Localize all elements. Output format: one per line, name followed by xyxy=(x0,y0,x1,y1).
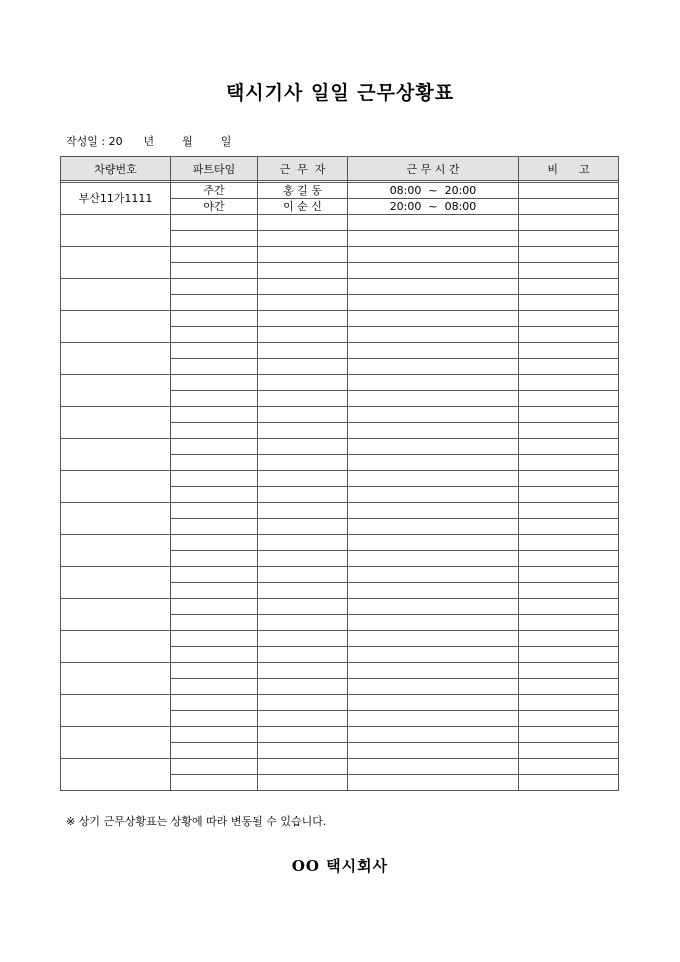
vehicle-number-cell[interactable] xyxy=(61,535,171,567)
worker-cell[interactable] xyxy=(258,711,348,727)
remarks-cell[interactable] xyxy=(519,487,619,503)
work-hours-cell[interactable] xyxy=(348,775,519,791)
part-time-cell[interactable] xyxy=(171,663,258,679)
work-hours-cell[interactable] xyxy=(348,375,519,391)
vehicle-number-cell[interactable] xyxy=(61,727,171,759)
part-time-cell[interactable] xyxy=(171,247,258,263)
work-hours-cell[interactable] xyxy=(348,439,519,455)
worker-cell[interactable] xyxy=(258,535,348,551)
work-hours-cell[interactable] xyxy=(348,487,519,503)
vehicle-number-cell[interactable] xyxy=(61,759,171,791)
worker-cell[interactable] xyxy=(258,391,348,407)
part-time-cell[interactable] xyxy=(171,231,258,247)
worker-cell[interactable] xyxy=(258,567,348,583)
remarks-cell[interactable] xyxy=(519,567,619,583)
vehicle-number-cell[interactable] xyxy=(61,631,171,663)
document-title: 택시기사 일일 근무상황표 xyxy=(225,82,455,104)
part-time-cell[interactable] xyxy=(171,631,258,647)
worker-cell[interactable] xyxy=(258,695,348,711)
date-line: 작성일 : 20 년 월 일 xyxy=(66,135,232,148)
work-hours-cell[interactable]: 20:00 ~ 08:00 xyxy=(348,199,519,215)
remarks-cell[interactable] xyxy=(519,551,619,567)
work-hours-cell[interactable] xyxy=(348,231,519,247)
work-hours-cell[interactable] xyxy=(348,711,519,727)
worker-cell[interactable] xyxy=(258,215,348,231)
work-hours-cell[interactable] xyxy=(348,551,519,567)
part-time-cell[interactable] xyxy=(171,583,258,599)
work-hours-cell[interactable] xyxy=(348,727,519,743)
part-time-cell[interactable] xyxy=(171,727,258,743)
work-hours-cell[interactable] xyxy=(348,503,519,519)
remarks-cell[interactable] xyxy=(519,471,619,487)
remarks-cell[interactable] xyxy=(519,407,619,423)
part-time-cell[interactable] xyxy=(171,743,258,759)
remarks-cell[interactable] xyxy=(519,247,619,263)
part-time-cell[interactable] xyxy=(171,535,258,551)
remarks-cell[interactable] xyxy=(519,615,619,631)
worker-cell[interactable] xyxy=(258,455,348,471)
remarks-cell[interactable] xyxy=(519,343,619,359)
work-status-table xyxy=(60,156,619,791)
vehicle-number-cell[interactable] xyxy=(61,375,171,407)
worker-cell[interactable] xyxy=(258,247,348,263)
part-time-cell[interactable] xyxy=(171,343,258,359)
part-time-cell[interactable] xyxy=(171,279,258,295)
worker-cell[interactable] xyxy=(258,743,348,759)
work-hours-cell[interactable] xyxy=(348,423,519,439)
header-vehicle-number: 차량번호 xyxy=(61,157,171,181)
worker-cell[interactable] xyxy=(258,775,348,791)
worker-cell[interactable] xyxy=(258,263,348,279)
worker-cell[interactable] xyxy=(258,519,348,535)
worker-cell[interactable] xyxy=(258,759,348,775)
worker-cell[interactable] xyxy=(258,439,348,455)
worker-cell[interactable] xyxy=(258,679,348,695)
vehicle-number-cell[interactable] xyxy=(61,407,171,439)
part-time-cell[interactable] xyxy=(171,311,258,327)
worker-cell[interactable] xyxy=(258,663,348,679)
remarks-cell[interactable] xyxy=(519,183,619,199)
vehicle-number-cell[interactable] xyxy=(61,695,171,727)
table-row xyxy=(61,631,619,647)
part-time-cell[interactable] xyxy=(171,407,258,423)
table-row xyxy=(61,599,619,615)
part-time-cell[interactable] xyxy=(171,775,258,791)
vehicle-number-cell[interactable] xyxy=(61,663,171,695)
remarks-cell[interactable] xyxy=(519,215,619,231)
remarks-cell[interactable] xyxy=(519,599,619,615)
remarks-cell[interactable] xyxy=(519,295,619,311)
vehicle-number-cell[interactable] xyxy=(61,439,171,471)
part-time-cell[interactable] xyxy=(171,519,258,535)
work-hours-cell[interactable] xyxy=(348,311,519,327)
remarks-cell[interactable] xyxy=(519,279,619,295)
table-row xyxy=(61,311,619,327)
header-work-hours: 근 무 시 간 xyxy=(348,157,519,181)
worker-cell[interactable] xyxy=(258,343,348,359)
part-time-cell[interactable] xyxy=(171,359,258,375)
part-time-cell[interactable] xyxy=(171,375,258,391)
worker-cell[interactable]: 홍 길 동 xyxy=(258,183,348,199)
worker-cell[interactable] xyxy=(258,551,348,567)
worker-cell[interactable] xyxy=(258,727,348,743)
worker-cell[interactable] xyxy=(258,487,348,503)
part-time-cell[interactable] xyxy=(171,215,258,231)
work-hours-cell[interactable] xyxy=(348,407,519,423)
header-part-time: 파트타임 xyxy=(171,157,258,181)
remarks-cell[interactable] xyxy=(519,775,619,791)
vehicle-number-cell[interactable] xyxy=(61,215,171,247)
worker-cell[interactable] xyxy=(258,599,348,615)
vehicle-number-cell[interactable] xyxy=(61,503,171,535)
worker-cell[interactable] xyxy=(258,583,348,599)
part-time-cell[interactable] xyxy=(171,295,258,311)
header-worker: 근 무 자 xyxy=(258,157,348,181)
vehicle-number-cell[interactable] xyxy=(61,599,171,631)
remarks-cell[interactable] xyxy=(519,743,619,759)
work-hours-cell[interactable] xyxy=(348,391,519,407)
remarks-cell[interactable] xyxy=(519,439,619,455)
part-time-cell[interactable] xyxy=(171,551,258,567)
part-time-cell[interactable] xyxy=(171,647,258,663)
part-time-cell[interactable] xyxy=(171,599,258,615)
work-hours-cell[interactable] xyxy=(348,743,519,759)
worker-cell[interactable] xyxy=(258,279,348,295)
remarks-cell[interactable] xyxy=(519,647,619,663)
work-hours-cell[interactable] xyxy=(348,759,519,775)
header-remarks: 비 고 xyxy=(519,157,619,181)
footnote: ※ 상기 근무상황표는 상황에 따라 변동될 수 있습니다. xyxy=(66,815,327,828)
remarks-cell[interactable] xyxy=(519,455,619,471)
remarks-cell[interactable] xyxy=(519,327,619,343)
part-time-cell[interactable] xyxy=(171,455,258,471)
table-row xyxy=(61,375,619,391)
worker-cell[interactable] xyxy=(258,359,348,375)
work-hours-cell[interactable] xyxy=(348,695,519,711)
work-hours-cell[interactable] xyxy=(348,343,519,359)
part-time-cell[interactable] xyxy=(171,487,258,503)
worker-cell[interactable] xyxy=(258,647,348,663)
part-time-cell[interactable] xyxy=(171,263,258,279)
part-time-cell[interactable] xyxy=(171,695,258,711)
vehicle-number-cell[interactable] xyxy=(61,567,171,599)
work-hours-cell[interactable] xyxy=(348,471,519,487)
remarks-cell[interactable] xyxy=(519,263,619,279)
remarks-cell[interactable] xyxy=(519,679,619,695)
table-row xyxy=(61,727,619,743)
table-row xyxy=(61,759,619,775)
table-row xyxy=(61,407,619,423)
part-time-cell[interactable] xyxy=(171,759,258,775)
worker-cell[interactable] xyxy=(258,231,348,247)
work-hours-cell[interactable] xyxy=(348,215,519,231)
remarks-cell[interactable] xyxy=(519,631,619,647)
work-hours-cell[interactable]: 08:00 ~ 20:00 xyxy=(348,183,519,199)
worker-cell[interactable] xyxy=(258,471,348,487)
part-time-cell[interactable] xyxy=(171,439,258,455)
table-row xyxy=(61,439,619,455)
part-time-cell[interactable] xyxy=(171,391,258,407)
vehicle-number-cell[interactable] xyxy=(61,311,171,343)
work-hours-cell[interactable] xyxy=(348,327,519,343)
table-row xyxy=(61,663,619,679)
remarks-cell[interactable] xyxy=(519,503,619,519)
part-time-cell[interactable] xyxy=(171,679,258,695)
worker-cell[interactable] xyxy=(258,375,348,391)
work-hours-cell[interactable] xyxy=(348,663,519,679)
work-hours-cell[interactable] xyxy=(348,263,519,279)
work-hours-cell[interactable] xyxy=(348,295,519,311)
part-time-cell[interactable] xyxy=(171,471,258,487)
work-hours-cell[interactable] xyxy=(348,455,519,471)
worker-cell[interactable] xyxy=(258,503,348,519)
remarks-cell[interactable] xyxy=(519,519,619,535)
remarks-cell[interactable] xyxy=(519,759,619,775)
remarks-cell[interactable] xyxy=(519,727,619,743)
remarks-cell[interactable] xyxy=(519,423,619,439)
remarks-cell[interactable] xyxy=(519,695,619,711)
work-hours-cell[interactable] xyxy=(348,535,519,551)
part-time-cell[interactable]: 주간 xyxy=(171,183,258,199)
company-name: OO 택시회사 xyxy=(291,857,389,875)
remarks-cell[interactable] xyxy=(519,535,619,551)
work-hours-cell[interactable] xyxy=(348,631,519,647)
table-row xyxy=(61,535,619,551)
part-time-cell[interactable]: 야간 xyxy=(171,199,258,215)
vehicle-number-cell[interactable]: 부산11가1111 xyxy=(61,183,171,215)
table-row xyxy=(61,247,619,263)
vehicle-number-cell[interactable] xyxy=(61,471,171,503)
work-hours-cell[interactable] xyxy=(348,647,519,663)
remarks-cell[interactable] xyxy=(519,391,619,407)
part-time-cell[interactable] xyxy=(171,567,258,583)
work-hours-cell[interactable] xyxy=(348,519,519,535)
work-hours-cell[interactable] xyxy=(348,247,519,263)
work-hours-cell[interactable] xyxy=(348,679,519,695)
worker-cell[interactable] xyxy=(258,631,348,647)
work-hours-cell[interactable] xyxy=(348,583,519,599)
work-hours-cell[interactable] xyxy=(348,567,519,583)
work-hours-cell[interactable] xyxy=(348,279,519,295)
work-hours-cell[interactable] xyxy=(348,359,519,375)
vehicle-number-cell[interactable] xyxy=(61,247,171,279)
work-hours-cell[interactable] xyxy=(348,615,519,631)
table-row xyxy=(61,343,619,359)
part-time-cell[interactable] xyxy=(171,615,258,631)
remarks-cell[interactable] xyxy=(519,231,619,247)
worker-cell[interactable]: 이 순 신 xyxy=(258,199,348,215)
remarks-cell[interactable] xyxy=(519,663,619,679)
worker-cell[interactable] xyxy=(258,423,348,439)
remarks-cell[interactable] xyxy=(519,711,619,727)
part-time-cell[interactable] xyxy=(171,711,258,727)
table-row xyxy=(61,471,619,487)
table-row xyxy=(61,215,619,231)
part-time-cell[interactable] xyxy=(171,327,258,343)
vehicle-number-cell[interactable] xyxy=(61,279,171,311)
table-row xyxy=(61,279,619,295)
vehicle-number-cell[interactable] xyxy=(61,343,171,375)
part-time-cell[interactable] xyxy=(171,423,258,439)
worker-cell[interactable] xyxy=(258,311,348,327)
work-hours-cell[interactable] xyxy=(348,599,519,615)
remarks-cell[interactable] xyxy=(519,311,619,327)
worker-cell[interactable] xyxy=(258,295,348,311)
table-header-row xyxy=(61,157,619,181)
worker-cell[interactable] xyxy=(258,327,348,343)
table-row xyxy=(61,567,619,583)
remarks-cell[interactable] xyxy=(519,583,619,599)
table-row xyxy=(61,503,619,519)
worker-cell[interactable] xyxy=(258,615,348,631)
remarks-cell[interactable] xyxy=(519,375,619,391)
table-row xyxy=(61,183,619,199)
worker-cell[interactable] xyxy=(258,407,348,423)
part-time-cell[interactable] xyxy=(171,503,258,519)
remarks-cell[interactable] xyxy=(519,359,619,375)
table-row xyxy=(61,695,619,711)
remarks-cell[interactable] xyxy=(519,199,619,215)
